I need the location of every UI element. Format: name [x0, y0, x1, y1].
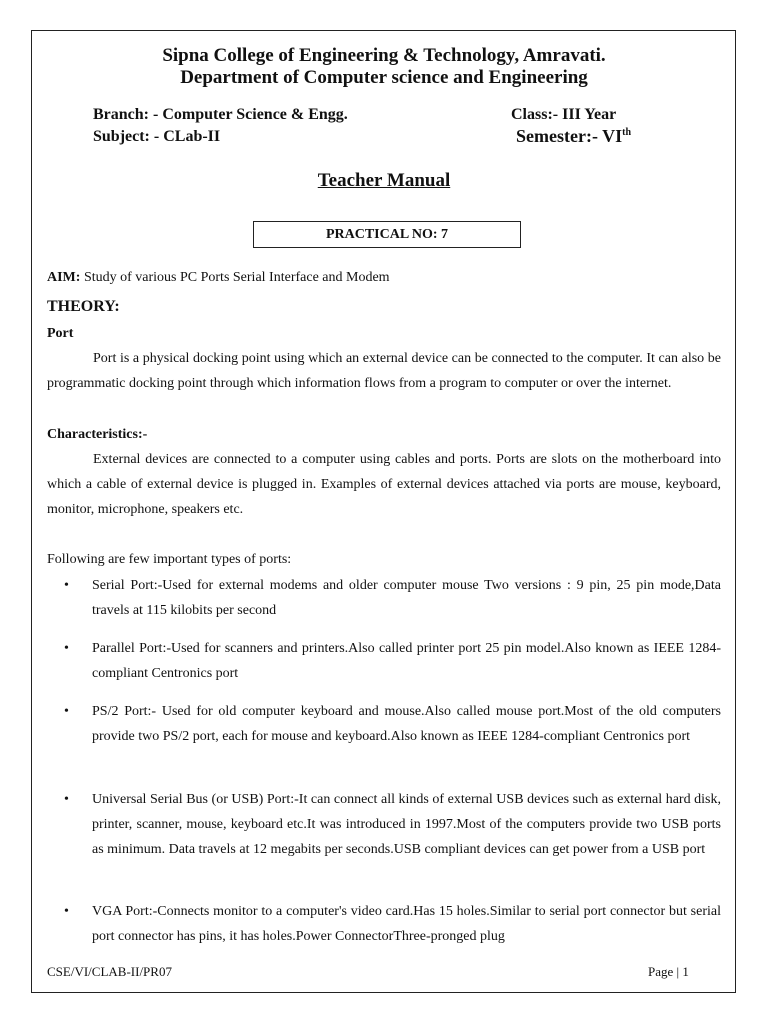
list-item-text: Parallel Port:-Used for scanners and printers.Also called printer port 25 pin model.Also known as IEEE 1284-compliant Centronics port: [92, 641, 721, 681]
footer-page-number: Page | 1: [648, 964, 689, 979]
port-heading: Port: [47, 326, 74, 341]
branch-label: Branch: - Computer Science & Engg.: [93, 106, 348, 123]
bullet-symbol: •: [64, 792, 69, 807]
class-label: Class:- III Year: [511, 106, 617, 123]
theory-heading: THEORY:: [47, 298, 120, 315]
characteristics-paragraph: [47, 447, 721, 522]
list-item-text: VGA Port:-Connects monitor to a computer's video card.Has 15 holes.Similar to serial port connector but serial port connector has pins, it has holes.Power ConnectorThree-pronged plug: [92, 904, 721, 944]
department-name: Department of Computer science and Engineering: [180, 67, 588, 88]
bullet-symbol: •: [64, 904, 69, 919]
characteristics-paragraph-text: External devices are connected to a computer using cables and ports. Ports are slots on the motherboard into which a cable of external device is plugged in. Examples of external devices attached via ports are mouse, keyboard, monitor, microphone, speakers etc.: [47, 452, 721, 517]
list-item: [64, 636, 721, 686]
practical-number-box: PRACTICAL NO: 7: [253, 221, 521, 248]
list-item: [64, 899, 721, 949]
footer-code: CSE/VI/CLAB-II/PR07: [47, 964, 172, 979]
manual-title: Teacher Manual: [317, 170, 451, 191]
port-paragraph: [47, 346, 721, 396]
aim-label: AIM:: [47, 270, 81, 285]
semester-label: [516, 126, 631, 147]
college-name: Sipna College of Engineering & Technology, Amravati.: [162, 45, 606, 66]
list-item-text: Universal Serial Bus (or USB) Port:-It can connect all kinds of external USB devices such as external hard disk, printer, scanner, mouse, keyboard etc.It was introduced in 1997.Most of the computers provide two USB ports as minimum. Data travels at 12 megabits per seconds.USB compliant devices can get power from a USB port: [92, 792, 721, 857]
bullet-symbol: •: [64, 578, 69, 593]
semester-text: Semester:- VI: [516, 126, 623, 146]
list-item-text: Serial Port:-Used for external modems and older computer mouse Two versions : 9 pin, 25 pin mode,Data travels at 115 kilobits per second: [92, 578, 721, 618]
aim-line: [47, 270, 390, 286]
semester-superscript: th: [622, 127, 632, 138]
aim-text: Study of various PC Ports Serial Interface and Modem: [80, 270, 390, 285]
subject-label: Subject: - CLab-II: [93, 128, 221, 145]
bullet-symbol: •: [64, 704, 69, 719]
list-item: [64, 573, 721, 623]
characteristics-heading: Characteristics:-: [47, 427, 148, 442]
port-types-intro: Following are few important types of ports:: [47, 552, 292, 567]
port-paragraph-text: Port is a physical docking point using which an external device can be connected to the computer. It can also be programmatic docking point through which information flows from a program to computer or over the internet.: [47, 351, 721, 391]
list-item-text: PS/2 Port:- Used for old computer keyboard and mouse.Also called mouse port.Most of the old computers provide two PS/2 port, each for mouse and keyboard.Also known as IEEE 1284-compliant Centronics port: [92, 704, 721, 744]
list-item: [64, 699, 721, 749]
bullet-symbol: •: [64, 641, 69, 656]
list-item: [64, 787, 721, 862]
